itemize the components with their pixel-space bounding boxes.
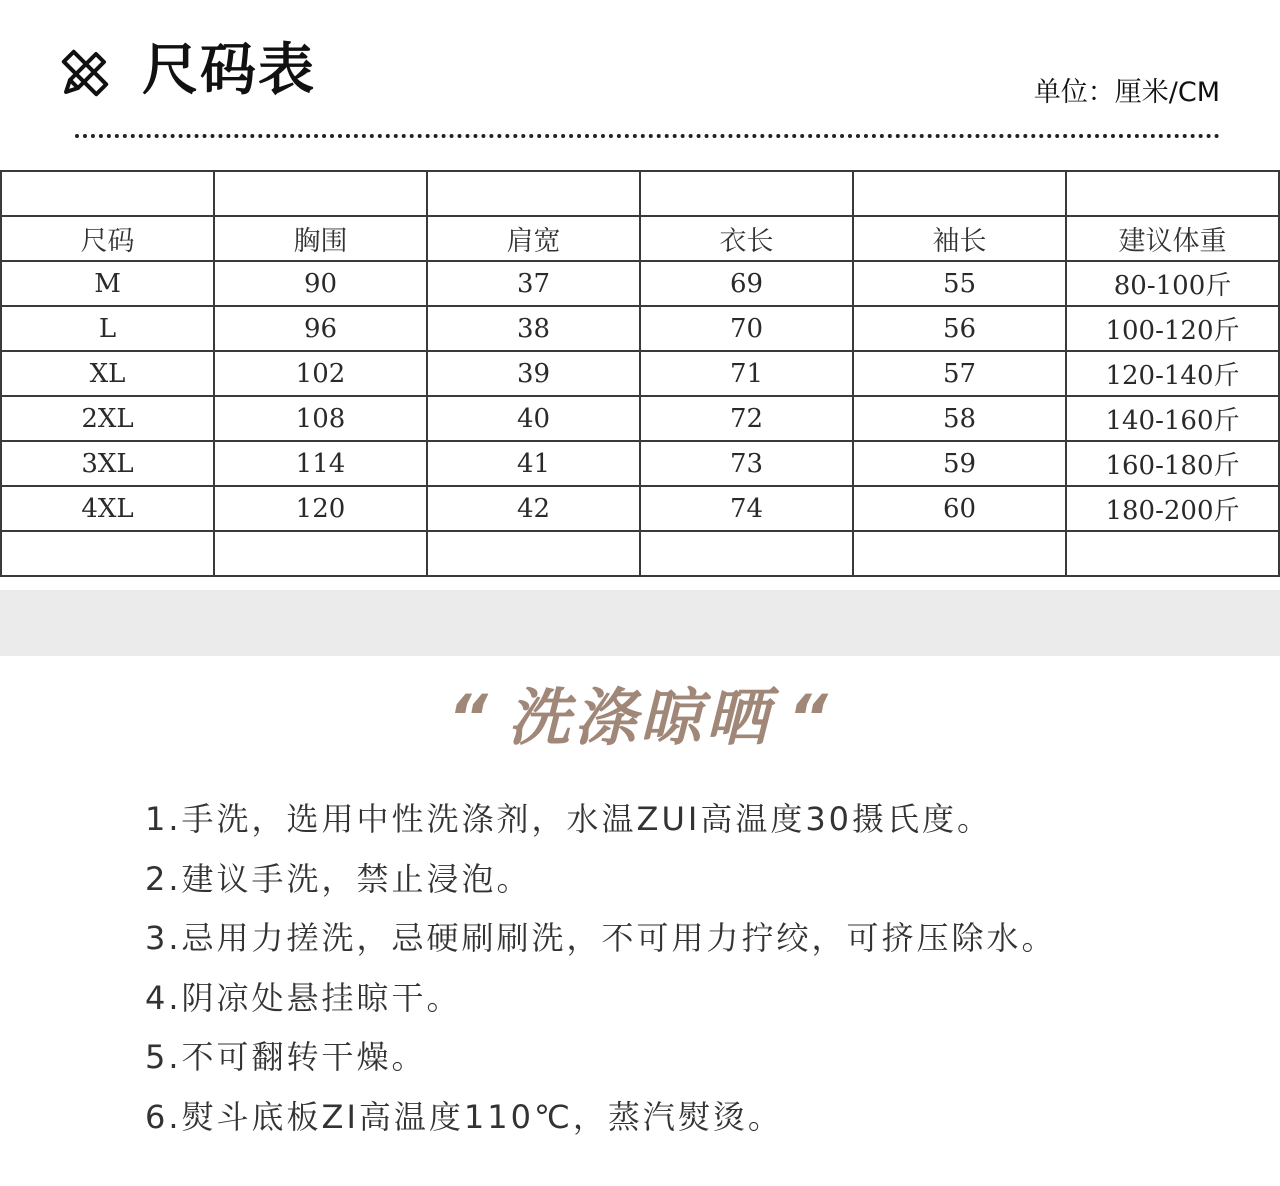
table-row (1, 351, 1279, 396)
table-cell (1, 171, 214, 216)
table-cell (427, 531, 640, 576)
table-cell: 39 (427, 351, 640, 396)
size-table (0, 170, 1280, 577)
table-cell: 42 (427, 486, 640, 531)
table-cell: 59 (853, 441, 1066, 486)
table-cell: 74 (640, 486, 853, 531)
table-cell: 55 (853, 261, 1066, 306)
close-quote: “ (788, 681, 832, 754)
table-cell (640, 531, 853, 576)
table-cell (1, 531, 214, 576)
table-cell: 120 (214, 486, 427, 531)
table-row (1, 396, 1279, 441)
table-cell: 60 (853, 486, 1066, 531)
table-cell: 80-100斤 (1066, 261, 1279, 306)
table-cell (214, 531, 427, 576)
list-item: 1.手洗，选用中性洗涤剂，水温ZUI高温度30摄氏度。 (145, 800, 993, 838)
list-item: 6.熨斗底板ZI高温度110℃，蒸汽熨烫。 (145, 1097, 783, 1136)
table-cell: 120-140斤 (1066, 351, 1279, 396)
column-header: 衣长 (640, 216, 853, 261)
table-cell: 160-180斤 (1066, 441, 1279, 486)
page-title: 尺码表 (142, 38, 316, 103)
header (0, 0, 1280, 170)
table-cell: 37 (427, 261, 640, 306)
table-cell (427, 171, 640, 216)
wash-section-title (0, 676, 1280, 760)
table-cell: L (1, 306, 214, 351)
wash-title-text: 洗涤晾晒 (507, 681, 772, 754)
table-cell (640, 171, 853, 216)
table-cell: M (1, 261, 214, 306)
column-header: 建议体重 (1066, 216, 1279, 261)
list-item: 5.不可翻转干燥。 (145, 1038, 427, 1076)
table-cell: 72 (640, 396, 853, 441)
wash-instructions-list (145, 790, 1057, 1147)
table-cell: 140-160斤 (1066, 396, 1279, 441)
unit-label: 单位：厘米/CM (1033, 77, 1220, 108)
list-item: 4.阴凉处悬挂晾干。 (145, 978, 462, 1017)
table-cell: 4XL (1, 486, 214, 531)
list-item: 2.建议手洗，禁止浸泡。 (145, 859, 532, 898)
table-cell: 2XL (1, 396, 214, 441)
table-cell: 70 (640, 306, 853, 351)
table-cell (853, 531, 1066, 576)
column-header: 袖长 (853, 216, 1066, 261)
table-cell (214, 171, 427, 216)
table-row (1, 486, 1279, 531)
table-row (1, 441, 1279, 486)
table-cell: 180-200斤 (1066, 486, 1279, 531)
table-cell: 100-120斤 (1066, 306, 1279, 351)
table-cell: 69 (640, 261, 853, 306)
column-header: 胸围 (214, 216, 427, 261)
table-row (1, 261, 1279, 306)
table-cell: 57 (853, 351, 1066, 396)
table-cell: 102 (214, 351, 427, 396)
table-cell: 71 (640, 351, 853, 396)
table-cell (1066, 171, 1279, 216)
ruler-pencil-icon (56, 44, 114, 102)
table-header-row (1, 216, 1279, 261)
table-cell: 58 (853, 396, 1066, 441)
table-cell: 41 (427, 441, 640, 486)
table-blank-row (1, 531, 1279, 576)
section-divider-band (0, 590, 1280, 656)
table-cell (1066, 531, 1279, 576)
column-header: 尺码 (1, 216, 214, 261)
table-cell: 38 (427, 306, 640, 351)
open-quote: “ (448, 681, 492, 754)
table-cell: 96 (214, 306, 427, 351)
table-cell: 73 (640, 441, 853, 486)
table-cell: 108 (214, 396, 427, 441)
table-cell: 40 (427, 396, 640, 441)
table-cell: 114 (214, 441, 427, 486)
list-item: 3.忌用力搓洗，忌硬刷刷洗，不可用力拧绞，可挤压除水。 (145, 919, 1057, 957)
table-blank-row (1, 171, 1279, 216)
dotted-divider (75, 134, 1220, 138)
table-cell: 56 (853, 306, 1066, 351)
column-header: 肩宽 (427, 216, 640, 261)
table-cell (853, 171, 1066, 216)
table-cell: XL (1, 351, 214, 396)
table-row (1, 306, 1279, 351)
table-cell: 3XL (1, 441, 214, 486)
table-cell: 90 (214, 261, 427, 306)
